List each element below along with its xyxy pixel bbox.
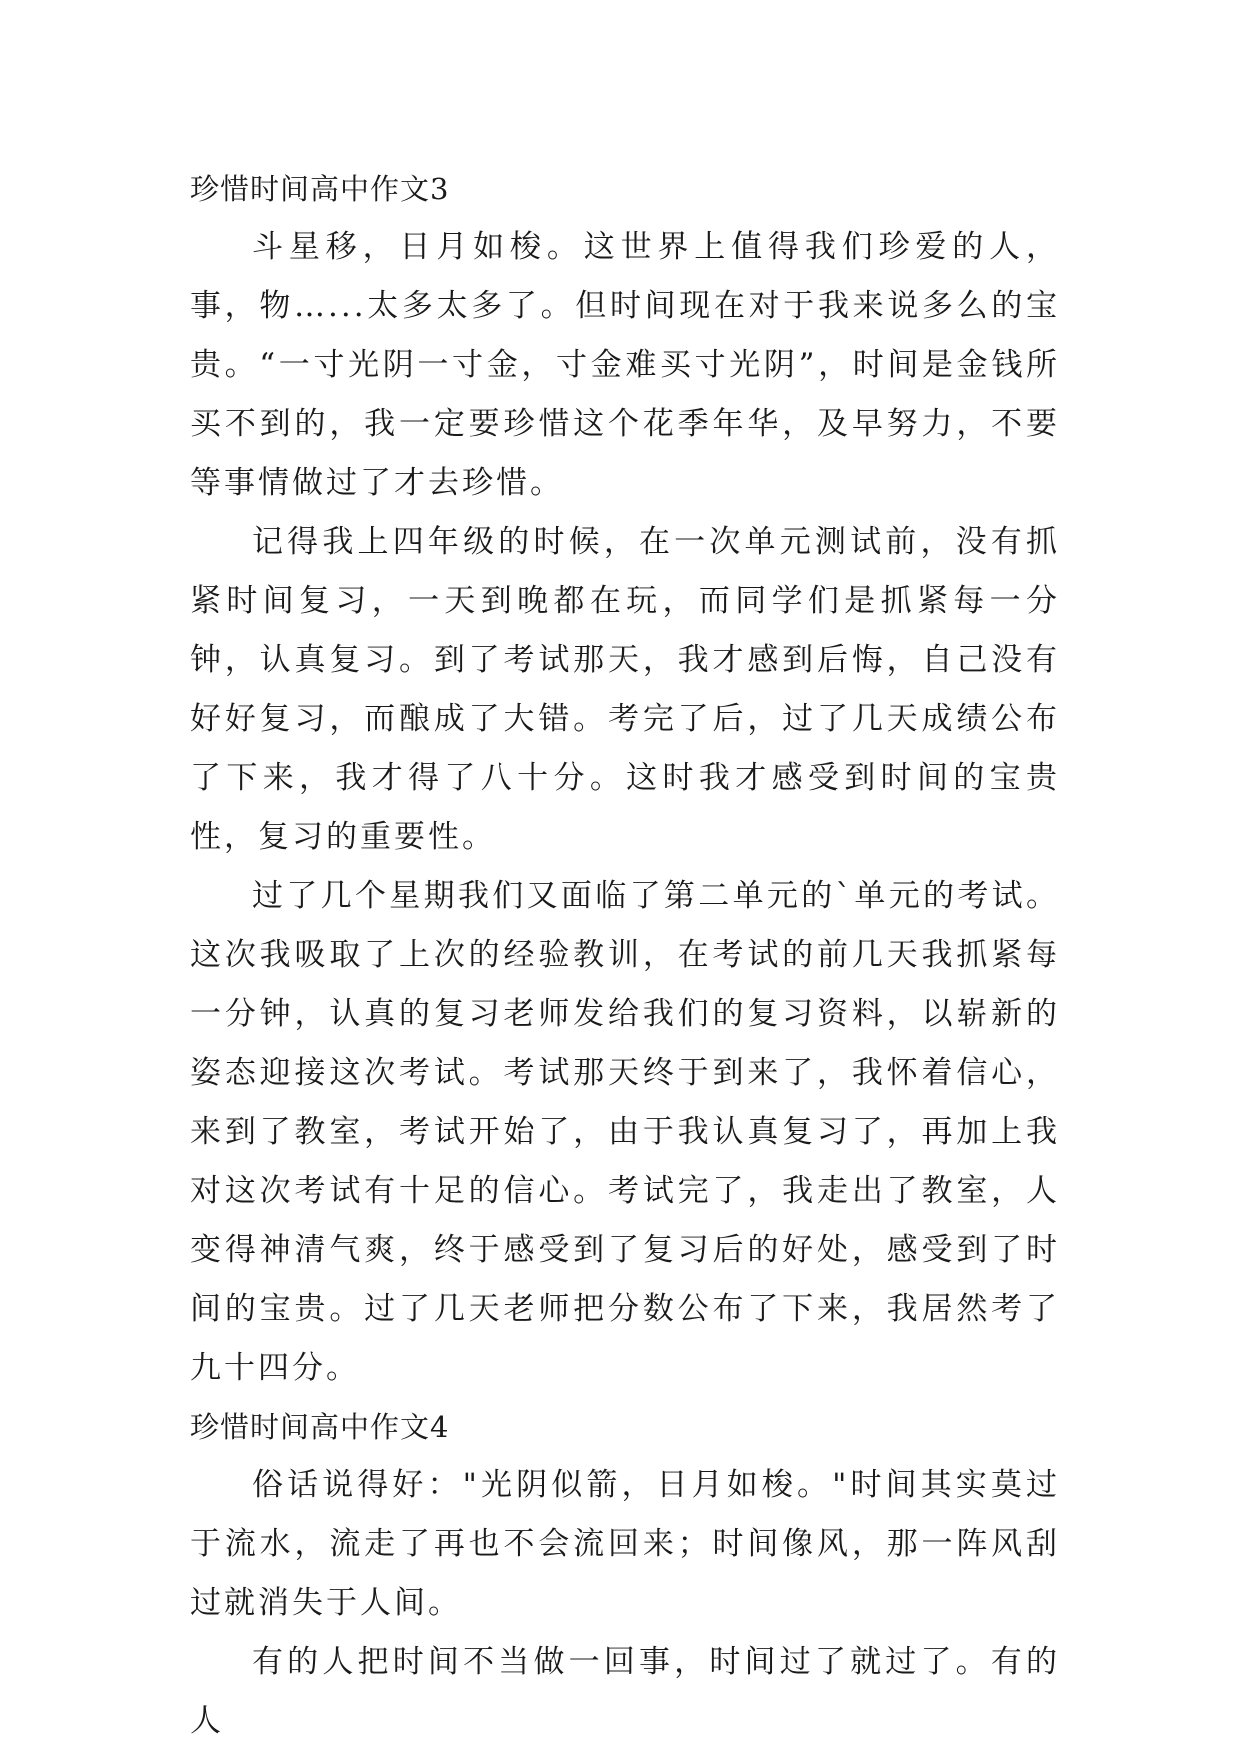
section-heading: 珍惜时间高中作文3 <box>190 172 450 206</box>
paragraph: 斗星移，日月如梭。这世界上值得我们珍爱的人，事，物…...太多太多了。但时间现在对于我来说多么的宝贵。“一寸光阴一寸金，寸金难买寸光阴”，时间是金钱所买不到的，我一定要珍惜这个花季年华，及早努力，不要等事情做过了才去珍惜。 <box>190 229 1060 501</box>
paragraph: 记得我上四年级的时候，在一次单元测试前，没有抓紧时间复习，一天到晚都在玩，而同学们是抓紧每一分钟，认真复习。到了考试那天，我才感到后悔，自己没有好好复习，而酿成了大错。考完了后，过了几天成绩公布了下来，我才得了八十分。这时我才感受到时间的宝贵性，复习的重要性。 <box>190 524 1060 855</box>
document-page <box>190 160 1060 1751</box>
paragraph: 俗话说得好："光阴似箭，日月如梭。"时间其实莫过于流水，流走了再也不会流回来；时间像风，那一阵风刮过就消失于人间。 <box>190 1467 1060 1621</box>
section-heading: 珍惜时间高中作文4 <box>190 1410 450 1444</box>
paragraph: 过了几个星期我们又面临了第二单元的`单元的考试。这次我吸取了上次的经验教训，在考试的前几天我抓紧每一分钟，认真的复习老师发给我们的复习资料，以崭新的姿态迎接这次考试。考试那天终于到来了，我怀着信心，来到了教室，考试开始了，由于我认真复习了，再加上我对这次考试有十足的信心。考试完了，我走出了教室，人变得神清气爽，终于感受到了复习后的好处，感受到了时间的宝贵。过了几天老师把分数公布了下来，我居然考了九十四分。 <box>190 878 1060 1386</box>
paragraph: 有的人把时间不当做一回事，时间过了就过了。有的人 <box>190 1644 1060 1739</box>
